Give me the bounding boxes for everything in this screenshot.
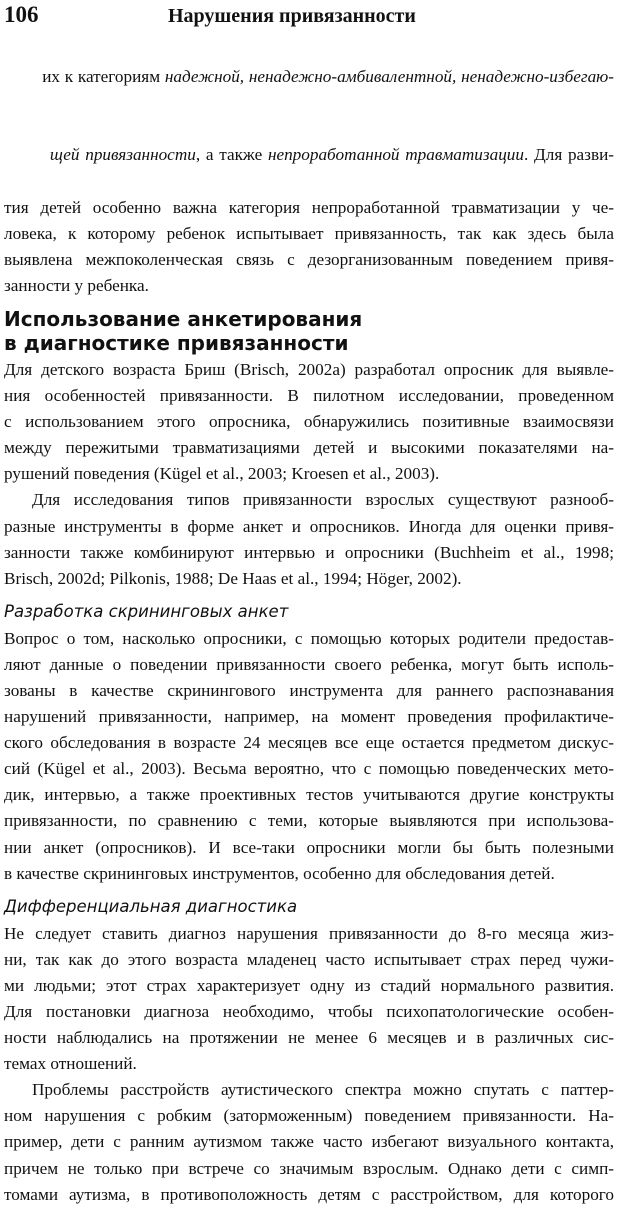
italic-term: щей привязанности — [49, 145, 196, 165]
italic-term: непроработанной травматизации — [267, 145, 524, 165]
page-body — [4, 38, 614, 1208]
paragraph-3 — [4, 487, 614, 591]
text-line: Для постановки диагноза необходимо, чтобы психопатологические особен- — [4, 1002, 614, 1021]
text-line: темах отношений. — [4, 1054, 137, 1074]
text-line: ни, так как до этого возраста младенец часто испытывает страх перед чужи- — [4, 949, 614, 969]
italic-term: надежной, ненадежно-амбивалентной, ненадежно-избегаю- — [164, 67, 615, 87]
text-line: нии анкет (опросников). И все-таки опросники могли бы быть полезными — [4, 837, 614, 857]
text-line: занности у ребенка. — [4, 275, 149, 295]
text-line: между пережитыми травматизациями детей и высокими показателями на- — [4, 438, 614, 458]
running-title: Нарушения привязанности — [168, 5, 416, 27]
text-line: тия детей особенно важна категория непроработанной травматизации у че- — [4, 197, 614, 217]
text-line: ского обследования в возрасте 24 месяцев все еще остается предметом дискус- — [4, 733, 614, 753]
text-line: в качестве скрининговых инструментов, особенно для обследования детей. — [4, 863, 555, 883]
text-line: ности наблюдались на протяжении не менее 6 месяцев и в различных сис- — [4, 1028, 614, 1048]
text-line: разные инструменты в форме анкет и опросников. Иногда для оценки привя- — [4, 516, 614, 536]
page-number: 106 — [4, 2, 39, 27]
text-line: пример, дети с ранним аутизмом также часто избегают визуального контакта, — [4, 1132, 614, 1152]
text-line: занности также комбинируют интервью и опросники (Buchheim et al., 1998; — [4, 542, 614, 562]
text-line: ния особенностей привязанности. В пилотном исследовании, проведенном — [4, 386, 614, 406]
text-line: их к категориям надежной, ненадежно-амбивалентной, ненадежно-избегаю- — [42, 67, 615, 87]
text-line: рушений поведения (Kügel et al., 2003; Kroesen et al., 2003). — [4, 464, 440, 484]
text-line: Для исследования типов привязанности взрослых существуют разнооб- — [32, 490, 614, 510]
text-line: Проблемы расстройств аутистического спектра можно спутать с паттер- — [32, 1080, 614, 1100]
text-line: с использованием этого опросника, обнаружились позитивные взаимосвязи — [4, 412, 614, 432]
text-line: томами аутизма, в противоположность детям с расстройством, для которого — [4, 1184, 614, 1204]
paragraph-4 — [4, 626, 614, 887]
text-line: выявлена межпоколенческая связь с дезорганизованным поведением привя- — [4, 249, 614, 269]
text-line: сий (Kügel et al., 2003). Весьма вероятно, что с помощью поведенческих мето- — [4, 759, 614, 779]
text-line: привязанности, по сравнению с теми, которые выявляются при использова- — [4, 811, 614, 831]
text-line: Для детского возраста Бриш (Brisch, 2002a) разработал опросник для выявле- — [4, 359, 614, 379]
text-line: ном нарушения с робким (заторможенным) поведением привязанности. На- — [4, 1106, 614, 1126]
subsection-heading-differential: Дифференциальная диагностика — [4, 896, 298, 916]
paragraph-6 — [4, 1077, 614, 1207]
text-line: зованы в качестве скринингового инструмента для раннего распознавания — [4, 680, 614, 700]
running-header — [4, 2, 614, 32]
text-line: щей привязанности, а также непроработанной травматизации. Для разви- — [49, 145, 615, 165]
text-line: Не следует ставить диагноз нарушения привязанности до 8-го месяца жиз- — [4, 923, 614, 943]
text-line: ми людьми; этот страх характеризует одну из стадий нормального развития. — [4, 975, 614, 995]
paragraph-2 — [4, 357, 614, 487]
text-line: ловека, к которому ребенок испытывает привязанность, так как здесь была — [4, 223, 614, 243]
text-line: нарушений привязанности, например, на момент проведения профилактиче- — [4, 707, 614, 727]
text-line: ляют данные о поведении привязанности своего ребенка, могут быть исполь- — [4, 654, 614, 674]
section-heading: Использование анкетирования в диагностике привязанности — [4, 306, 363, 355]
text-line: Brisch, 2002d; Pilkonis, 1988; De Haas et al., 1994; Höger, 2002). — [4, 568, 462, 588]
paragraph-1 — [4, 38, 614, 299]
text-line: дик, интервью, а также проективных тестов учитываются другие конструкты — [4, 785, 614, 805]
text-line: Вопрос о том, насколько опросники, с помощью которых родители предостав- — [4, 628, 614, 648]
text-line: причем не только при встрече со значимым взрослым. Однако дети с симп- — [4, 1158, 614, 1178]
subsection-heading-screening: Разработка скрининговых анкет — [4, 601, 289, 621]
paragraph-5 — [4, 921, 614, 1078]
